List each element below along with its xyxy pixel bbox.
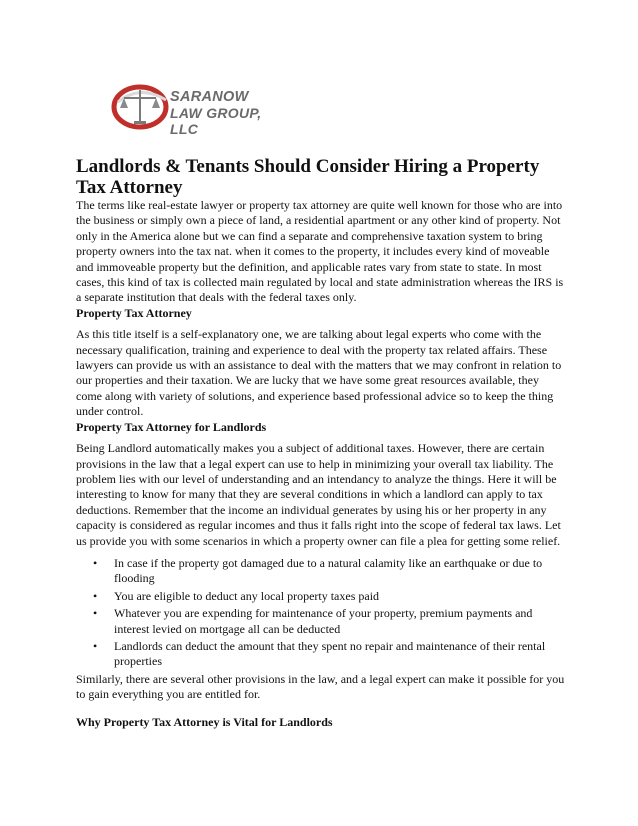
list-item: • You are eligible to deduct any local property taxes paid <box>93 588 380 603</box>
company-logo <box>110 82 285 137</box>
list-item: • Whatever you are expending for maintenance of your property, premium payments and interest levied on mortgage all can be deducted <box>93 606 533 636</box>
scales-of-justice-icon <box>110 82 174 132</box>
section1-paragraph: As this title itself is a self-explanatory one, we are talking about legal experts who come with the necessary qualification, training and experience to deal with the property tax related affairs. These lawyers can provide us with an assistance to deal with the matters that we may confront in relation to our properties and their taxation. We are lucky that we have some great resources available, they come along with variety of solutions, and experience based professional advice so to keep the thing under control. <box>76 327 562 419</box>
list-item: • In case if the property got damaged due to a natural calamity like an earthquake or due to flooding <box>93 555 543 586</box>
logo-line-1: SARANOW <box>170 89 249 105</box>
intro-paragraph: The terms like real-estate lawyer or property tax attorney are quite well known for those who are into the business or simply own a piece of land, a residential apartment or any other kind of property. Not only in the America alone but we can find a separate and comprehensive taxation system to bring property owners into the tax nat. when it comes to the property, it includes every kind of moveable and immoveable property but the definition, and applicable rates vary from state to state. In most cases, this kind of tax is collected main regulated by local and state administration whereas the IRS is a separate institution that deals with the federal taxes only. <box>76 198 564 305</box>
section-heading-property-tax-attorney: Property Tax Attorney <box>76 305 192 320</box>
section2-paragraph: Being Landlord automatically makes you a subject of additional taxes. However, there are certain provisions in the law that a legal expert can use to help in minimizing your overall tax liability. The problem lies with our level of understanding and an intendancy to analyze the things. Here it will be interesting to know for many that they are several conditions in which a landlord can apply to tax deductions. Remember that the income an individual generates by using his or her property in any capacity is considered as regular incomes and thus it falls right into the scope of federal tax laws. Let us provide you with some scenarios in which a property owner can file a plea for getting some relief. <box>76 441 561 548</box>
document-body <box>76 156 566 730</box>
list-item: • Landlords can deduct the amount that they spent no repair and maintenance of their rental properties <box>93 638 546 669</box>
logo-line-2: LAW GROUP, LLC <box>170 105 262 137</box>
section-heading-for-landlords: Property Tax Attorney for Landlords <box>76 419 267 434</box>
deductions-list <box>76 556 566 670</box>
section-heading-why-vital: Why Property Tax Attorney is Vital for Landlords <box>76 714 333 729</box>
section2-closing-paragraph: Similarly, there are several other provisions in the law, and a legal expert can make it possible for you to gain everything you are entitled for. <box>76 671 565 702</box>
page-title: Landlords & Tenants Should Consider Hiring a Property Tax Attorney <box>76 156 540 198</box>
